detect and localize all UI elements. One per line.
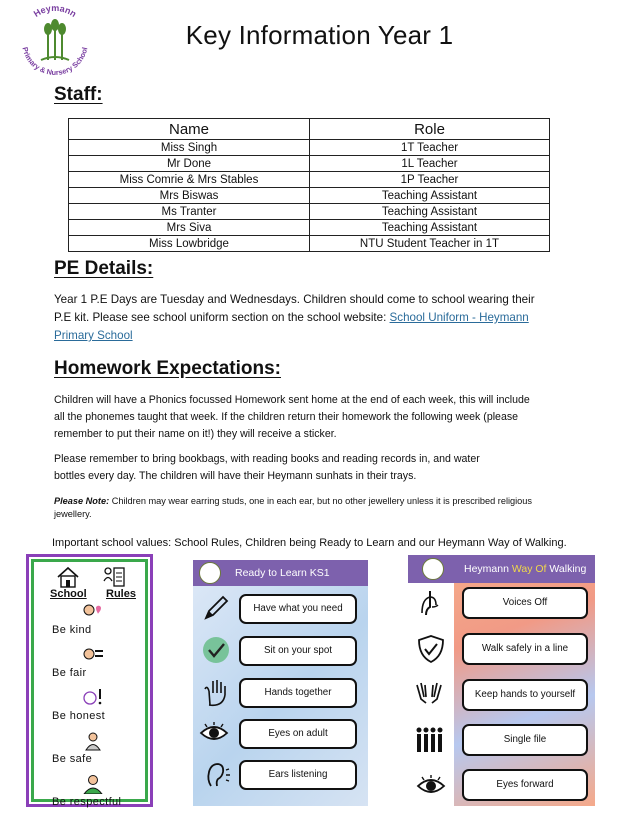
finger-on-lips-icon xyxy=(416,589,446,619)
hand-icon xyxy=(201,677,231,707)
eye-icon xyxy=(416,771,446,801)
ready-to-learn-title: Ready to Learn KS1 xyxy=(235,567,330,579)
table-header-row xyxy=(69,119,550,140)
kind-heart-icon xyxy=(82,602,104,622)
staff-role: 1P Teacher xyxy=(310,172,550,188)
rule-item xyxy=(34,645,145,687)
rule-label: Be honest xyxy=(52,710,106,722)
staff-role: Teaching Assistant xyxy=(310,204,550,220)
respectful-person-icon xyxy=(82,774,104,794)
staff-name: Mrs Biswas xyxy=(69,188,310,204)
rule-item xyxy=(34,774,145,816)
table-row xyxy=(69,236,550,252)
staff-heading: Staff: xyxy=(54,84,103,105)
note-text: Children may wear earring studs, one in each ear, but no other jewellery unless it is prescribed religious jewellery. xyxy=(54,496,532,519)
staff-role: 1L Teacher xyxy=(310,156,550,172)
way-of-walking-header xyxy=(408,555,595,583)
pe-heading: PE Details: xyxy=(54,258,154,279)
table-row xyxy=(69,188,550,204)
pe-text: Year 1 P.E Days are Tuesday and Wednesdays. Children should come to school wearing their P.E kit. Please see school uniform section on the school website: xyxy=(54,293,535,324)
staff-name: Miss Lowbridge xyxy=(69,236,310,252)
note-label: Please Note: xyxy=(54,496,110,506)
rule-label: Be fair xyxy=(52,667,87,679)
rule-item xyxy=(34,688,145,730)
hands-icon xyxy=(414,679,444,709)
house-icon xyxy=(56,566,80,588)
title-part: Heymann xyxy=(464,563,512,575)
walking-item: Keep hands to yourself xyxy=(462,679,588,711)
homework-heading: Homework Expectations: xyxy=(54,358,281,379)
honest-exclaim-icon xyxy=(82,688,104,708)
staff-role: NTU Student Teacher in 1T xyxy=(310,236,550,252)
rule-item xyxy=(34,731,145,773)
title-part: Of xyxy=(535,563,550,575)
staff-name: Miss Comrie & Mrs Stables xyxy=(69,172,310,188)
school-rules-title-right: Rules xyxy=(106,588,136,600)
table-row xyxy=(69,204,550,220)
ear-icon xyxy=(201,760,231,790)
rule-label: Be respectful xyxy=(52,796,122,808)
staff-name: Mr Done xyxy=(69,156,310,172)
pe-paragraph xyxy=(54,291,544,345)
walking-item: Eyes forward xyxy=(462,769,588,801)
school-badge-icon xyxy=(422,558,444,580)
ready-item: Eyes on adult xyxy=(239,719,357,749)
table-row xyxy=(69,156,550,172)
school-uniform-link[interactable]: School Uniform - Heymann Primary School xyxy=(54,311,529,342)
staff-role: Teaching Assistant xyxy=(310,188,550,204)
school-badge-icon xyxy=(199,562,221,584)
school-rules-title-left: School xyxy=(50,588,87,600)
school-rules-header xyxy=(34,566,145,602)
ready-item: Sit on your spot xyxy=(239,636,357,666)
way-of-walking-title xyxy=(464,563,586,575)
ready-item: Have what you need xyxy=(239,594,357,624)
pencil-icon xyxy=(201,593,231,623)
rule-label: Be safe xyxy=(52,753,93,765)
school-rules-poster xyxy=(26,554,153,807)
rule-item xyxy=(34,602,145,644)
list-icon xyxy=(102,566,126,588)
page-title: Key Information Year 1 xyxy=(185,20,454,50)
people-line-icon xyxy=(414,725,444,755)
fair-equals-icon xyxy=(82,645,104,665)
school-values-line: Important school values: School Rules, Children being Ready to Learn and our Heymann Way of Walking. xyxy=(52,537,567,549)
staff-role: 1T Teacher xyxy=(310,140,550,156)
walking-item: Walk safely in a line xyxy=(462,633,588,665)
column-header-name: Name xyxy=(69,119,310,140)
logo-text-bottom: Primary & Nursery School xyxy=(20,46,90,78)
ready-to-learn-header xyxy=(193,560,368,586)
svg-text:Heymann xyxy=(32,3,78,19)
way-of-walking-card xyxy=(408,555,595,806)
homework-paragraph-1: Children will have a Phonics focussed Homework sent home at the end of each week, this will include all the phonemes taught that week. If the children return their homework the following week (please remember to put their name on it!) they will receive a sticker. xyxy=(54,394,530,440)
eye-icon xyxy=(199,718,229,748)
walking-item: Voices Off xyxy=(462,587,588,619)
homework-paragraph-2: Please remember to bring bookbags, with reading books and reading records in, and water bottles every day. The children will have their Heymann sunhats in their trays. xyxy=(54,453,480,482)
column-header-role: Role xyxy=(310,119,550,140)
table-row xyxy=(69,172,550,188)
title-part: Walking xyxy=(549,563,587,575)
staff-name: Mrs Siva xyxy=(69,220,310,236)
ready-to-learn-card xyxy=(193,560,368,806)
title-part: Way xyxy=(511,563,536,575)
logo-text-top: Heymann xyxy=(31,2,79,20)
table-row xyxy=(69,140,550,156)
staff-table xyxy=(68,118,550,252)
jewellery-note xyxy=(54,495,534,521)
walking-item: Single file xyxy=(462,724,588,756)
tick-icon xyxy=(201,635,231,665)
rule-label: Be kind xyxy=(52,624,92,636)
staff-name: Miss Singh xyxy=(69,140,310,156)
ready-item: Ears listening xyxy=(239,760,357,790)
table-row xyxy=(69,220,550,236)
ready-item: Hands together xyxy=(239,678,357,708)
shield-tick-icon xyxy=(416,634,446,664)
staff-role: Teaching Assistant xyxy=(310,220,550,236)
staff-name: Ms Tranter xyxy=(69,204,310,220)
safe-icon xyxy=(82,731,104,751)
